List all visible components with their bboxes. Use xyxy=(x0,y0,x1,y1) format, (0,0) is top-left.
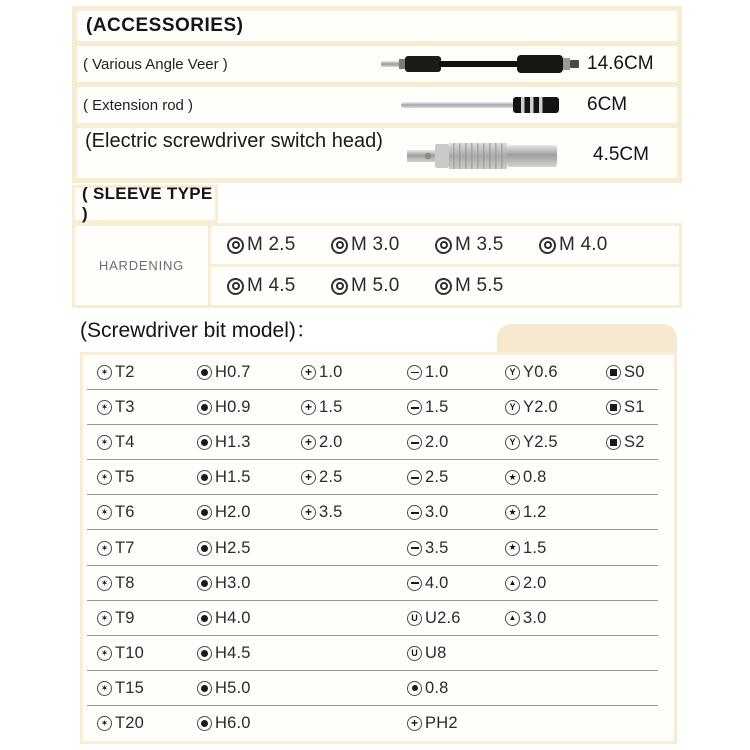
bit-row xyxy=(83,601,674,636)
hex-bit-icon xyxy=(197,576,212,591)
sleeve-size-label: M 4.0 xyxy=(559,234,608,255)
bit-adapter-image xyxy=(380,136,585,176)
hex-bit-icon xyxy=(197,435,212,450)
bit-cell xyxy=(606,398,674,417)
hex-bit-icon xyxy=(197,505,212,520)
ring-socket-icon xyxy=(435,278,452,295)
bit-cell xyxy=(407,714,505,733)
bit-label: H4.0 xyxy=(215,608,251,627)
bit-cell xyxy=(197,363,301,382)
bit-label: H0.9 xyxy=(215,398,251,417)
bit-label: T5 xyxy=(115,468,135,487)
ring-socket-icon xyxy=(331,278,348,295)
sleeve-size-cell xyxy=(227,234,331,256)
hex-bit-icon xyxy=(197,681,212,696)
triwing-bit-icon xyxy=(505,400,520,415)
triwing-bit-icon xyxy=(505,365,520,380)
hex-bit-icon xyxy=(197,716,212,731)
bit-cell xyxy=(197,468,301,487)
bit-label: 1.5 xyxy=(319,398,343,417)
torx-bit-icon xyxy=(97,541,112,556)
bit-cell xyxy=(197,433,301,452)
sleeve-size-cell xyxy=(331,234,435,256)
bit-label: T6 xyxy=(115,503,135,522)
bit-cell xyxy=(197,574,301,593)
bit-cell xyxy=(407,468,505,487)
phillips-bit-icon xyxy=(301,470,316,485)
bit-label: 3.0 xyxy=(523,608,547,627)
bit-cell xyxy=(197,679,301,698)
bit-label: T4 xyxy=(115,433,135,452)
ring-socket-icon xyxy=(227,278,244,295)
phillips-bit-icon xyxy=(301,435,316,450)
bit-cell xyxy=(97,433,197,452)
bit-cell xyxy=(97,714,197,733)
bit-label: 1.0 xyxy=(319,363,343,382)
ring-socket-icon xyxy=(539,237,556,254)
bit-label: Y2.0 xyxy=(523,398,558,417)
bit-label: 1.5 xyxy=(425,398,449,417)
bit-label: H2.5 xyxy=(215,538,251,557)
flexible-shaft-image xyxy=(378,50,583,78)
bit-label: PH2 xyxy=(425,713,458,732)
phillips-bit-icon xyxy=(301,365,316,380)
bit-row xyxy=(83,636,674,671)
phillips-bit-icon xyxy=(407,716,422,731)
sleeve-row xyxy=(211,226,679,264)
hardening-label: HARDENING xyxy=(75,226,208,305)
slotted-bit-icon xyxy=(407,470,422,485)
torx-bit-icon xyxy=(97,470,112,485)
bit-cell xyxy=(505,468,606,487)
bit-cell xyxy=(505,433,606,452)
bit-row xyxy=(83,706,674,741)
bit-label: H6.0 xyxy=(215,713,251,732)
bit-cell xyxy=(97,539,197,558)
bit-cell xyxy=(197,503,301,522)
bit-label: 1.2 xyxy=(523,503,547,522)
bit-cell xyxy=(505,363,606,382)
sleeve-size-cell xyxy=(331,275,435,297)
bit-cell xyxy=(97,503,197,522)
bit-label: 2.0 xyxy=(425,433,449,452)
bit-row xyxy=(83,425,674,460)
square-bit-icon xyxy=(606,435,621,450)
bit-cell xyxy=(505,539,606,558)
sleeve-size-label: M 5.0 xyxy=(351,275,400,296)
sleeve-size-label: M 2.5 xyxy=(247,234,296,255)
phillips-bit-icon xyxy=(301,505,316,520)
sleeve-size-label: M 5.5 xyxy=(455,275,504,296)
torx-bit-icon xyxy=(97,365,112,380)
bit-label: 1.0 xyxy=(425,363,449,382)
bit-label: H0.7 xyxy=(215,363,251,382)
round-bit-icon xyxy=(407,681,422,696)
u-bit-icon xyxy=(407,646,422,661)
bit-label: U8 xyxy=(425,643,447,662)
sleeve-sizes xyxy=(211,226,679,305)
bit-cell xyxy=(606,363,674,382)
bit-row xyxy=(83,566,674,601)
extension-rod-image xyxy=(378,95,583,115)
square-bit-icon xyxy=(606,365,621,380)
star-bit-icon xyxy=(505,470,520,485)
slotted-bit-icon xyxy=(407,400,422,415)
bit-cell xyxy=(407,609,505,628)
torx-bit-icon xyxy=(97,681,112,696)
sleeve-size-label: M 4.5 xyxy=(247,275,296,296)
bit-model-title: (Screwdriver bit model)： xyxy=(80,319,317,342)
bit-row xyxy=(83,530,674,565)
bit-row xyxy=(83,671,674,706)
sleeve-size-cell xyxy=(539,234,643,256)
torx-bit-icon xyxy=(97,716,112,731)
bit-label: U2.6 xyxy=(425,608,461,627)
bit-label: 3.5 xyxy=(425,538,449,557)
bit-label: S0 xyxy=(624,363,645,382)
sleeve-row xyxy=(211,267,679,305)
bit-cell xyxy=(197,644,301,663)
bit-cell xyxy=(197,714,301,733)
slotted-bit-icon xyxy=(407,576,422,591)
hex-bit-icon xyxy=(197,646,212,661)
bit-cell xyxy=(97,609,197,628)
bit-label: Y0.6 xyxy=(523,363,558,382)
bit-label: H1.3 xyxy=(215,433,251,452)
bit-cell xyxy=(301,503,407,522)
accessories-title: (ACCESSORIES) xyxy=(77,11,677,41)
bit-cell xyxy=(407,539,505,558)
sleeve-size-cell xyxy=(435,275,539,297)
bit-row xyxy=(83,390,674,425)
torx-bit-icon xyxy=(97,646,112,661)
hex-bit-icon xyxy=(197,470,212,485)
bit-label: H5.0 xyxy=(215,678,251,697)
bit-label: S2 xyxy=(624,433,645,452)
bit-cell xyxy=(197,609,301,628)
accessory-label: ( Extension rod ) xyxy=(83,96,194,114)
bit-cell xyxy=(407,679,505,698)
bit-label: 3.5 xyxy=(319,503,343,522)
bit-label: 0.8 xyxy=(523,468,547,487)
bit-cell xyxy=(301,433,407,452)
hex-bit-icon xyxy=(197,365,212,380)
hex-bit-icon xyxy=(197,611,212,626)
bit-cell xyxy=(197,398,301,417)
bit-label: T8 xyxy=(115,573,135,592)
bit-label: 3.0 xyxy=(425,503,449,522)
accessory-length: 6CM xyxy=(587,94,628,115)
bit-cell xyxy=(301,398,407,417)
accessory-row-switch-head xyxy=(77,128,677,178)
bit-cell xyxy=(606,433,674,452)
sleeve-size-label: M 3.5 xyxy=(455,234,504,255)
bit-cell xyxy=(505,398,606,417)
bit-cell xyxy=(197,539,301,558)
slotted-bit-icon xyxy=(407,365,422,380)
bit-label: 2.0 xyxy=(319,433,343,452)
bit-label: H2.0 xyxy=(215,503,251,522)
bit-cell xyxy=(97,468,197,487)
bit-cell xyxy=(301,363,407,382)
torx-bit-icon xyxy=(97,576,112,591)
bit-cell xyxy=(97,679,197,698)
accessory-length: 14.6CM xyxy=(587,53,654,74)
accessory-length: 4.5CM xyxy=(593,144,649,165)
star-bit-icon xyxy=(505,541,520,556)
hex-bit-icon xyxy=(197,400,212,415)
bit-label: H1.5 xyxy=(215,468,251,487)
bit-cell xyxy=(97,644,197,663)
triwing-bit-icon xyxy=(505,435,520,450)
sleeve-type-title: ( SLEEVE TYPE ) xyxy=(72,185,218,223)
sleeve-type-table xyxy=(72,223,682,308)
bit-label: S1 xyxy=(624,398,645,417)
bit-label: Y2.5 xyxy=(523,433,558,452)
torx-bit-icon xyxy=(97,400,112,415)
bit-cell xyxy=(97,398,197,417)
bit-label: T7 xyxy=(115,538,135,557)
bit-label: 2.5 xyxy=(425,468,449,487)
bit-cell xyxy=(97,574,197,593)
bit-label: 2.0 xyxy=(523,573,547,592)
bit-label: 2.5 xyxy=(319,468,343,487)
triangle-bit-icon xyxy=(505,576,520,591)
bit-cell xyxy=(407,574,505,593)
ring-socket-icon xyxy=(227,237,244,254)
bit-label: 4.0 xyxy=(425,573,449,592)
bit-cell xyxy=(407,433,505,452)
bit-cell xyxy=(301,468,407,487)
bit-cell xyxy=(505,609,606,628)
phillips-bit-icon xyxy=(301,400,316,415)
bit-label: T9 xyxy=(115,608,135,627)
square-bit-icon xyxy=(606,400,621,415)
bit-label: H3.0 xyxy=(215,573,251,592)
bit-row xyxy=(83,355,674,390)
torx-bit-icon xyxy=(97,611,112,626)
bit-row xyxy=(83,460,674,495)
ring-socket-icon xyxy=(331,237,348,254)
bit-label: T2 xyxy=(115,363,135,382)
bit-label: T3 xyxy=(115,398,135,417)
hex-bit-icon xyxy=(197,541,212,556)
star-bit-icon xyxy=(505,505,520,520)
bit-row xyxy=(83,495,674,530)
sleeve-size-cell xyxy=(435,234,539,256)
accessory-label: ( Various Angle Veer ) xyxy=(83,55,228,73)
slotted-bit-icon xyxy=(407,435,422,450)
ring-socket-icon xyxy=(435,237,452,254)
bit-cell xyxy=(407,398,505,417)
accessory-row-various-angle-veer xyxy=(77,46,677,82)
triangle-bit-icon xyxy=(505,611,520,626)
sleeve-size-cell xyxy=(227,275,331,297)
slotted-bit-icon xyxy=(407,541,422,556)
sleeve-size-label: M 3.0 xyxy=(351,234,400,255)
slotted-bit-icon xyxy=(407,505,422,520)
bit-label: 1.5 xyxy=(523,538,547,557)
accessories-section xyxy=(72,6,682,183)
torx-bit-icon xyxy=(97,435,112,450)
u-bit-icon xyxy=(407,611,422,626)
bit-label: T20 xyxy=(115,713,145,732)
bit-label: T15 xyxy=(115,678,145,697)
bit-cell xyxy=(407,503,505,522)
bit-label: H4.5 xyxy=(215,643,251,662)
accessory-label: (Electric screwdriver switch head) xyxy=(85,130,383,152)
bit-cell xyxy=(97,363,197,382)
bit-label: T10 xyxy=(115,643,145,662)
accessory-row-extension-rod xyxy=(77,87,677,123)
bit-cell xyxy=(407,644,505,663)
bit-cell xyxy=(505,574,606,593)
bit-table xyxy=(80,352,677,744)
bit-label: 0.8 xyxy=(425,678,449,697)
bit-cell xyxy=(505,503,606,522)
bit-cell xyxy=(407,363,505,382)
torx-bit-icon xyxy=(97,505,112,520)
